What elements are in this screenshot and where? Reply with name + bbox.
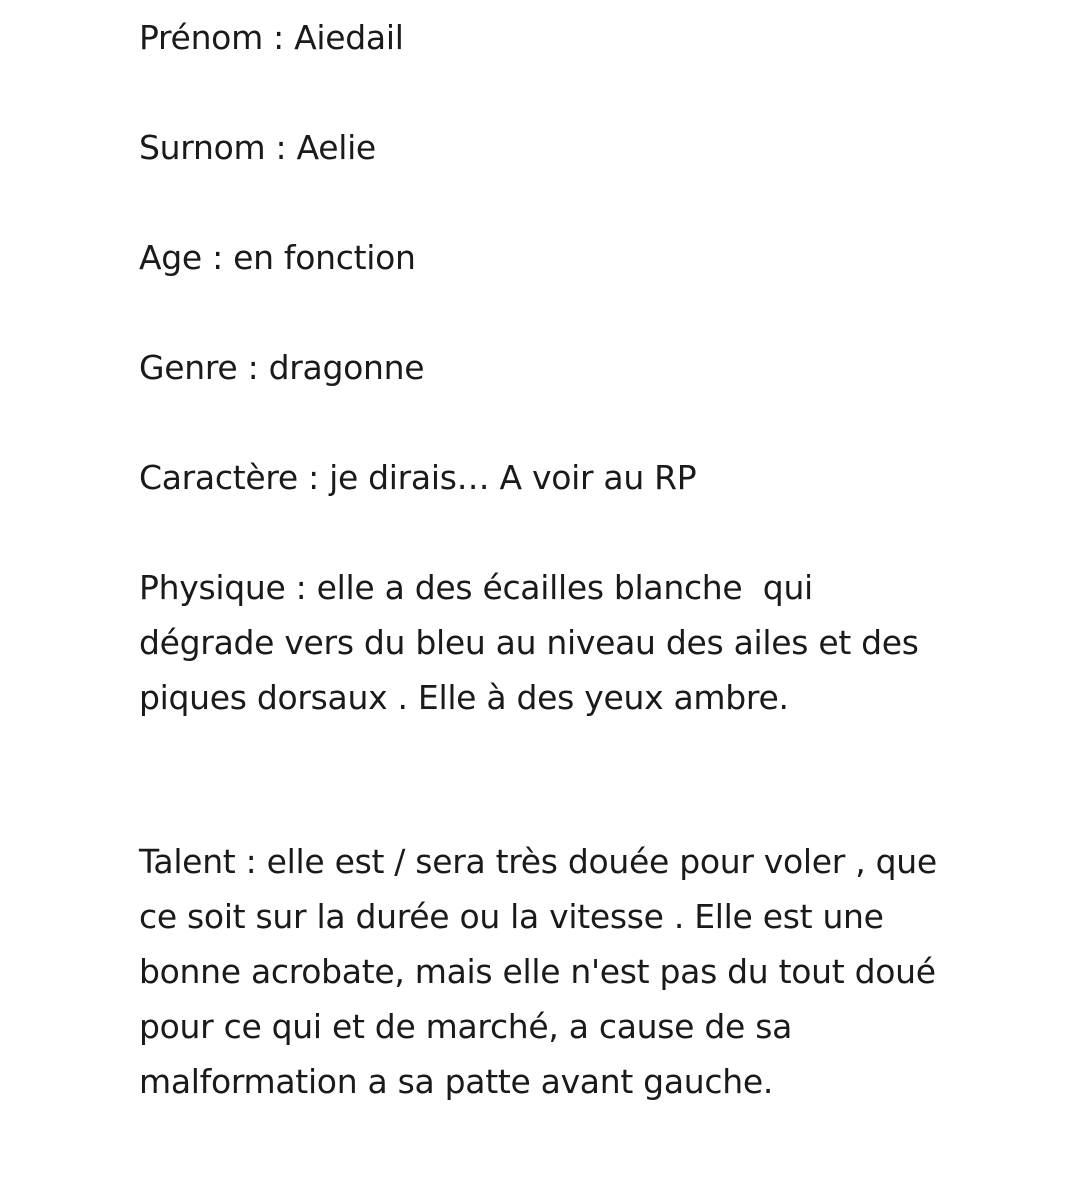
talent-line: malformation a sa patte avant gauche. (139, 1062, 774, 1101)
physique-line: dégrade vers du bleu au niveau des ailes et des (139, 623, 919, 662)
field-prenom: Prénom : Aiedail (139, 18, 404, 57)
physique-line: piques dorsaux . Elle à des yeux ambre. (139, 678, 789, 717)
talent-line: pour ce qui et de marché, a cause de sa (139, 1007, 793, 1046)
talent-line: ce soit sur la durée ou la vitesse . Elle est une (139, 897, 884, 936)
field-surnom: Surnom : Aelie (139, 128, 376, 167)
field-physique (139, 560, 939, 725)
field-age: Age : en fonction (139, 238, 416, 277)
field-caractere: Caractère : je dirais… A voir au RP (139, 458, 697, 497)
field-genre: Genre : dragonne (139, 348, 425, 387)
talent-line: bonne acrobate, mais elle n'est pas du tout doué (139, 952, 936, 991)
physique-line: Physique : elle a des écailles blanche qui (139, 568, 813, 607)
talent-line: Talent : elle est / sera très douée pour voler , que (139, 842, 937, 881)
field-talent (139, 834, 939, 1109)
